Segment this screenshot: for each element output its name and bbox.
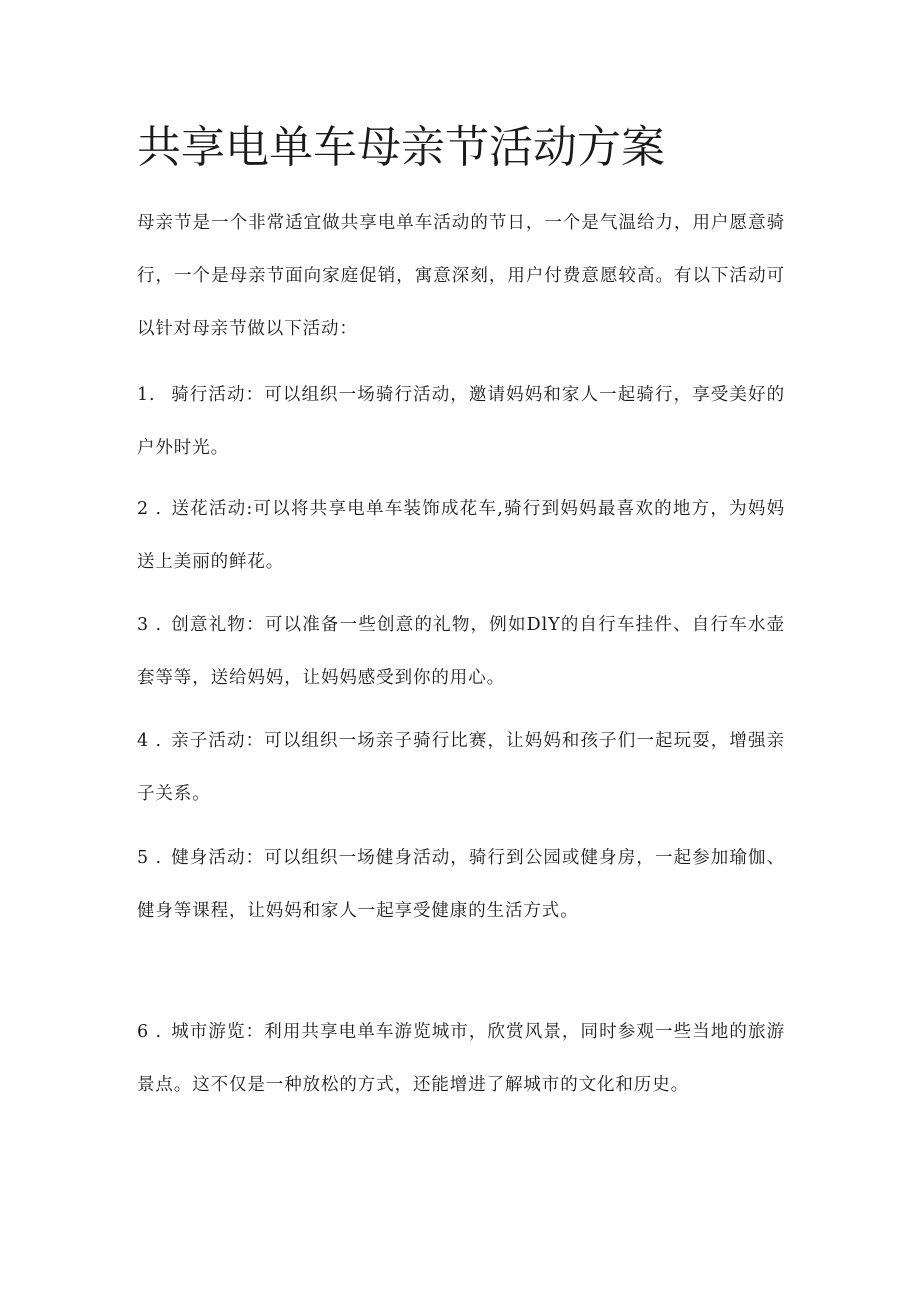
list-item-4-number: 4 . xyxy=(137,731,162,751)
list-item-5 xyxy=(137,832,785,938)
list-item-1-text: 骑行活动：可以组织一场骑行活动，邀请妈妈和家人一起骑行，享受美好的户外时光。 xyxy=(137,385,785,458)
list-item-6 xyxy=(137,1006,785,1112)
list-item-3-text: 创意礼物：可以准备一些创意的礼物，例如DlY的自行车挂件、自行车水壶套等等，送给妈妈，让妈妈感受到你的用心。 xyxy=(137,615,785,688)
list-item-2 xyxy=(137,483,785,589)
list-item-2-number: 2 . xyxy=(137,499,162,519)
list-item-3-number: 3 . xyxy=(137,615,162,635)
list-item-5-text: 健身活动：可以组织一场健身活动，骑行到公园或健身房，一起参加瑜伽、健身等课程，让妈妈和家人一起享受健康的生活方式。 xyxy=(137,848,785,921)
list-item-1-number: 1. xyxy=(137,385,156,405)
list-item-4 xyxy=(137,715,785,821)
document-title: 共享电单车母亲节活动方案 xyxy=(137,122,665,173)
list-item-4-text: 亲子活动：可以组织一场亲子骑行比赛，让妈妈和孩子们一起玩耍，增强亲子关系。 xyxy=(137,731,785,804)
list-item-6-text: 城市游览：利用共享电单车游览城市，欣赏风景，同时参观一些当地的旅游景点。这不仅是一种放松的方式，还能增进了解城市的文化和历史。 xyxy=(137,1022,785,1095)
list-item-6-number: 6 . xyxy=(137,1022,162,1042)
list-item-3 xyxy=(137,599,785,705)
intro-paragraph: 母亲节是一个非常适宜做共享电单车活动的节日，一个是气温给力，用户愿意骑行，一个是母亲节面向家庭促销，寓意深刻，用户付费意愿较高。有以下活动可以针对母亲节做以下活动： xyxy=(137,213,785,339)
list-item-5-number: 5 . xyxy=(137,848,162,868)
list-item-2-text: 送花活动:可以将共享电单车装饰成花车,骑行到妈妈最喜欢的地方，为妈妈送上美丽的鲜花。 xyxy=(137,499,785,572)
list-item-1 xyxy=(137,369,785,475)
